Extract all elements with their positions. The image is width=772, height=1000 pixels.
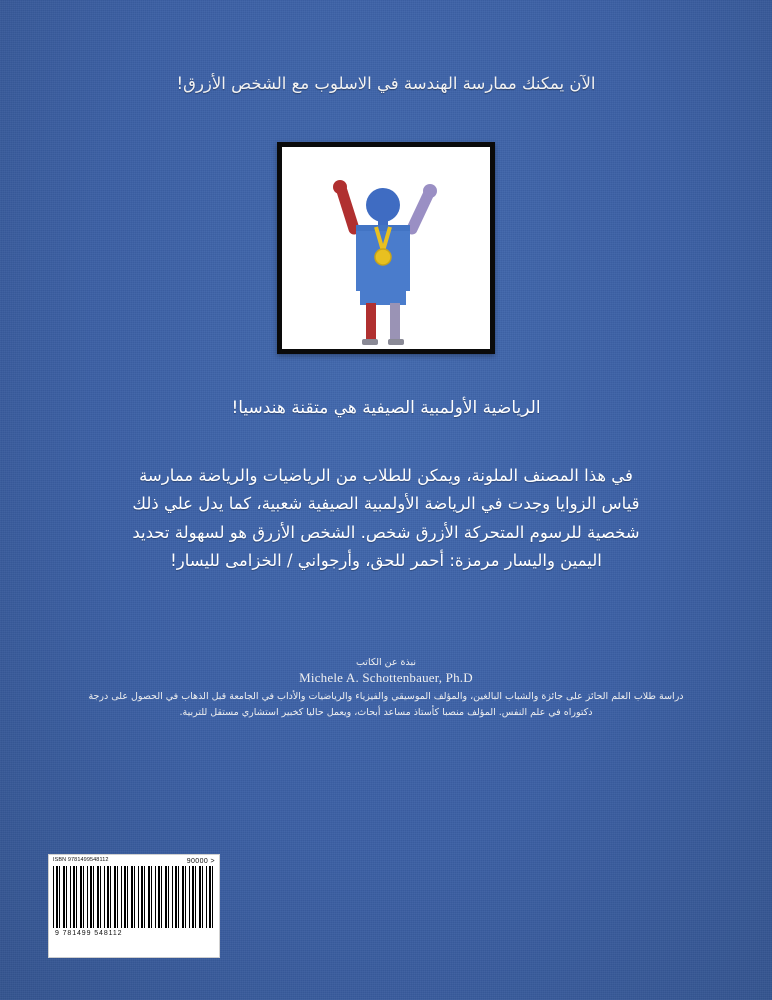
cover-headline: الرياضية الأولمبية الصيفية هي متقنة هندسيا! xyxy=(231,398,541,418)
barcode-digits: 9 781499 548112 xyxy=(55,930,123,937)
author-bio: دراسة طلاب العلم الحائز على جائزة والشباب البالغين، والمؤلف الموسيقي والفيزياء والرياضيات والأداب في الجامعة قبل الذهاب في الحصول على درجة دكتوراه في علم النفس. المؤلف منصبا كأستاذ مساعد أبحاث، ويعمل حاليا كخبير استشاري مستقل للتربية. xyxy=(88,691,684,718)
cover-body-text: في هذا المصنف الملونة، ويمكن للطلاب من الرياضيات والرياضة ممارسة قياس الزوايا وجدت في الرياضة الأولمبية الصيفية شعبية، كما يدل علي ذلك شخصية للرسوم المتحركة الأزرق شخص. الشخص الأزرق هو لسهولة تحديد اليمين واليسار مرمزة: أحمر للحق، وأرجواني / الخزامى لليسار! xyxy=(132,466,640,571)
cover-tagline: الآن يمكنك ممارسة الهندسة في الاسلوب مع الشخص الأزرق! xyxy=(176,74,596,93)
barcode-header xyxy=(53,858,215,865)
about-the-author xyxy=(86,657,686,720)
barcode-bars xyxy=(53,866,215,928)
isbn-text: ISBN 9781499548112 xyxy=(53,857,109,863)
price-code-text: 90000 > xyxy=(186,858,215,865)
about-author-label: نبذة عن الكاتب xyxy=(355,657,417,668)
isbn-barcode xyxy=(48,854,220,958)
illustration-frame xyxy=(277,142,495,354)
illustration-canvas xyxy=(282,147,490,349)
blue-person-icon xyxy=(282,147,490,349)
author-name: Michele A. Schottenbauer, Ph.D xyxy=(299,670,473,685)
